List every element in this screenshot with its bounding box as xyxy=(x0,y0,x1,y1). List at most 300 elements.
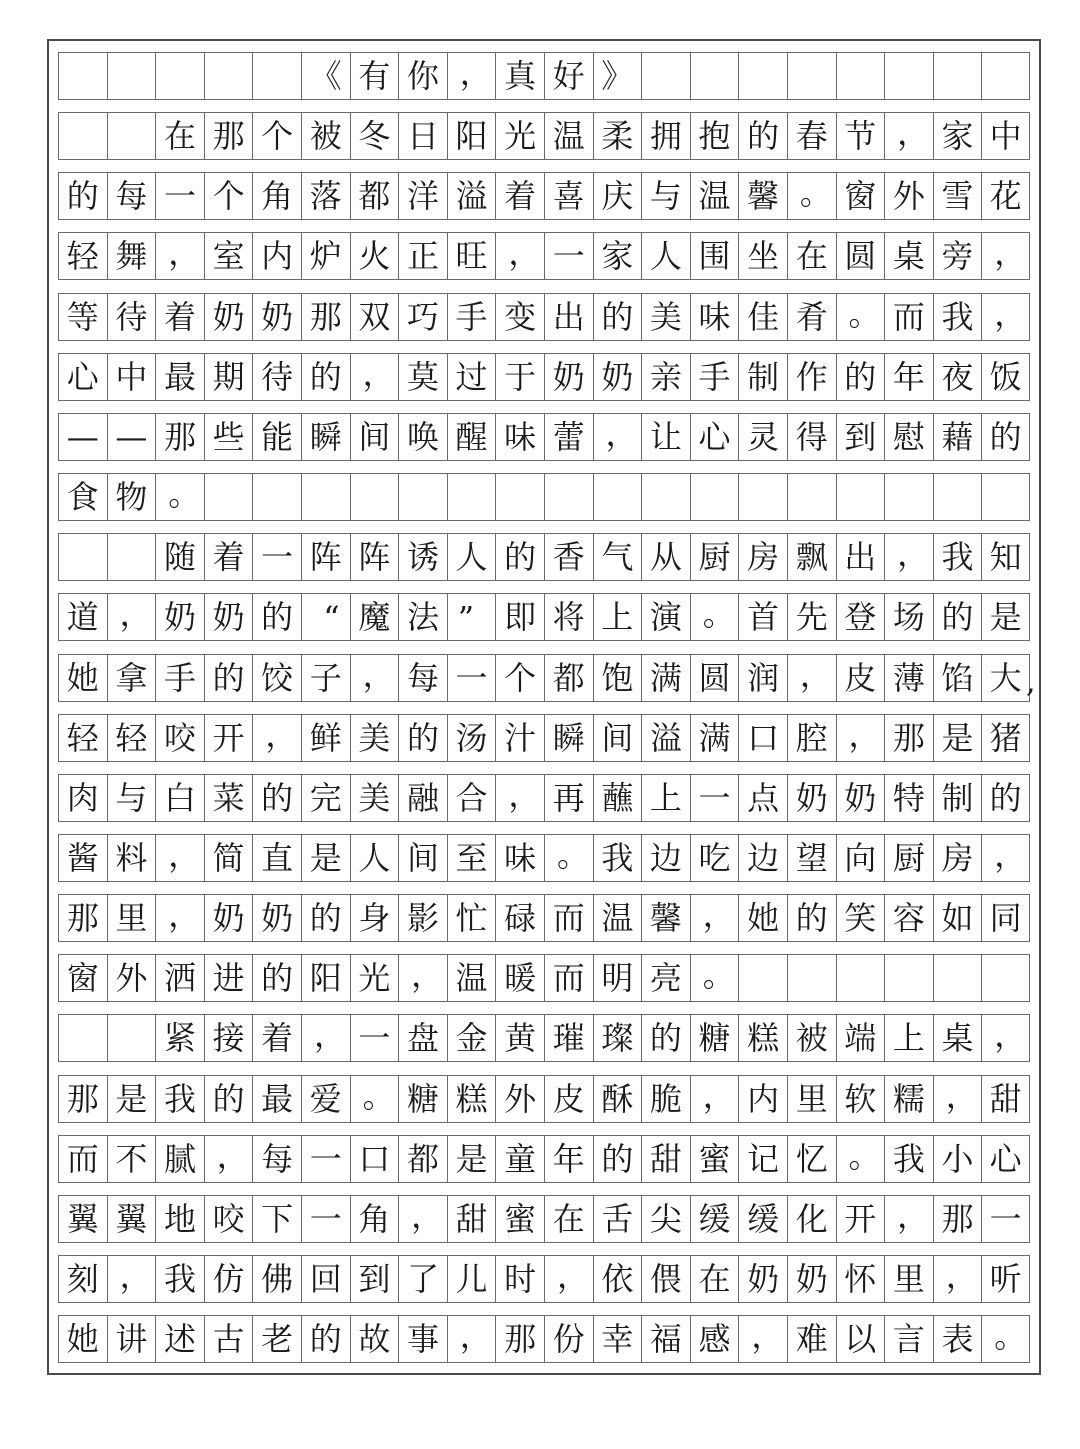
grid-cell xyxy=(933,954,982,1002)
grid-cell: ， xyxy=(447,52,496,100)
grid-cell: ， xyxy=(398,954,447,1002)
grid-cell: 感 xyxy=(690,1315,739,1363)
text-row xyxy=(58,112,1030,160)
grid-cell: 慰 xyxy=(884,413,933,461)
grid-cell: 一 xyxy=(690,774,739,822)
grid-cell: 依 xyxy=(593,1255,642,1303)
grid-cell: 直 xyxy=(252,834,301,882)
grid-cell: 到 xyxy=(350,1255,399,1303)
grid-cell: 外 xyxy=(107,954,156,1002)
grid-cell: 容 xyxy=(884,894,933,942)
grid-cell xyxy=(690,52,739,100)
grid-cell: 糯 xyxy=(884,1075,933,1123)
grid-cell: 肉 xyxy=(58,774,107,822)
grid-cell xyxy=(204,52,253,100)
grid-cell: 酥 xyxy=(593,1075,642,1123)
grid-cell: 一 xyxy=(155,172,204,220)
grid-cell: 如 xyxy=(933,894,982,942)
grid-cell: 的 xyxy=(787,894,836,942)
grid-cell: 温 xyxy=(690,172,739,220)
grid-cell: 出 xyxy=(544,293,593,341)
overflow-comma: , xyxy=(1026,665,1036,700)
grid-cell: 飘 xyxy=(787,533,836,581)
grid-cell: 肴 xyxy=(787,293,836,341)
grid-cell: 鲜 xyxy=(301,714,350,762)
grid-cell: 璀 xyxy=(544,1014,593,1062)
grid-cell: 物 xyxy=(107,473,156,521)
grid-cell: 奶 xyxy=(252,894,301,942)
grid-cell: 猪 xyxy=(981,714,1030,762)
grid-cell: 温 xyxy=(447,954,496,1002)
grid-cell: ， xyxy=(738,1315,787,1363)
grid-cell: 口 xyxy=(350,1135,399,1183)
grid-cell xyxy=(836,954,885,1002)
text-row xyxy=(58,1195,1030,1243)
grid-cell: 的 xyxy=(252,954,301,1002)
grid-cell: 拥 xyxy=(641,112,690,160)
grid-cell: 于 xyxy=(495,353,544,401)
text-row xyxy=(58,834,1030,882)
grid-cell: 着 xyxy=(252,1014,301,1062)
grid-cell: 家 xyxy=(933,112,982,160)
grid-cell xyxy=(58,52,107,100)
grid-cell: 随 xyxy=(155,533,204,581)
grid-cell: 着 xyxy=(495,172,544,220)
grid-cell: 房 xyxy=(933,834,982,882)
grid-cell: 汁 xyxy=(495,714,544,762)
grid-cell: 满 xyxy=(690,714,739,762)
grid-cell: 古 xyxy=(204,1315,253,1363)
grid-cell: 溢 xyxy=(641,714,690,762)
grid-cell: 缓 xyxy=(690,1195,739,1243)
grid-cell: 馨 xyxy=(641,894,690,942)
grid-cell: 手 xyxy=(447,293,496,341)
grid-cell: 人 xyxy=(447,533,496,581)
text-row xyxy=(58,1255,1030,1303)
grid-cell: 醒 xyxy=(447,413,496,461)
grid-cell: 皮 xyxy=(544,1075,593,1123)
grid-cell: 个 xyxy=(495,654,544,702)
grid-cell: 厨 xyxy=(884,834,933,882)
grid-cell: 。 xyxy=(690,954,739,1002)
grid-cell: 皮 xyxy=(836,654,885,702)
grid-cell: 缓 xyxy=(738,1195,787,1243)
grid-cell: 福 xyxy=(641,1315,690,1363)
grid-cell xyxy=(447,473,496,521)
grid-cell: 的 xyxy=(301,894,350,942)
grid-cell: 场 xyxy=(884,593,933,641)
grid-cell: 不 xyxy=(107,1135,156,1183)
grid-cell: 能 xyxy=(252,413,301,461)
grid-cell: 奶 xyxy=(204,593,253,641)
grid-cell: 光 xyxy=(495,112,544,160)
grid-cell: 魔 xyxy=(350,593,399,641)
grid-cell: 庆 xyxy=(593,172,642,220)
grid-cell: 的 xyxy=(204,1075,253,1123)
grid-cell: 在 xyxy=(787,232,836,280)
grid-cell: 间 xyxy=(350,413,399,461)
grid-cell: 而 xyxy=(544,954,593,1002)
grid-cell: 端 xyxy=(836,1014,885,1062)
grid-cell: 一 xyxy=(447,654,496,702)
grid-cell: 上 xyxy=(593,593,642,641)
grid-cell: 节 xyxy=(836,112,885,160)
grid-cell: 瞬 xyxy=(301,413,350,461)
grid-cell: 制 xyxy=(738,353,787,401)
grid-cell: 我 xyxy=(933,293,982,341)
grid-cell: 抱 xyxy=(690,112,739,160)
grid-cell: 身 xyxy=(350,894,399,942)
grid-cell: 完 xyxy=(301,774,350,822)
grid-cell: 圆 xyxy=(690,654,739,702)
grid-cell: 紧 xyxy=(155,1014,204,1062)
grid-cell: 坐 xyxy=(738,232,787,280)
grid-cell: 偎 xyxy=(641,1255,690,1303)
grid-cell: 尖 xyxy=(641,1195,690,1243)
grid-cell: 味 xyxy=(495,834,544,882)
grid-cell: 有 xyxy=(350,52,399,100)
grid-cell: ， xyxy=(350,654,399,702)
grid-cell: 那 xyxy=(301,293,350,341)
grid-cell: 难 xyxy=(787,1315,836,1363)
grid-cell: 一 xyxy=(252,533,301,581)
grid-cell: 。 xyxy=(544,834,593,882)
grid-cell: 大 xyxy=(981,654,1030,702)
grid-cell: 冬 xyxy=(350,112,399,160)
grid-cell: 薄 xyxy=(884,654,933,702)
grid-cell: 黄 xyxy=(495,1014,544,1062)
grid-cell: 奶 xyxy=(204,894,253,942)
grid-cell: 糕 xyxy=(738,1014,787,1062)
grid-cell: 料 xyxy=(107,834,156,882)
grid-cell xyxy=(58,112,107,160)
grid-cell: 是 xyxy=(301,834,350,882)
grid-cell: 至 xyxy=(447,834,496,882)
grid-cell: 糕 xyxy=(447,1075,496,1123)
grid-cell: 巧 xyxy=(398,293,447,341)
grid-cell: 那 xyxy=(155,413,204,461)
grid-cell: 忆 xyxy=(787,1135,836,1183)
grid-cell: 合 xyxy=(447,774,496,822)
grid-cell: 特 xyxy=(884,774,933,822)
grid-cell: 每 xyxy=(107,172,156,220)
grid-cell: 得 xyxy=(787,413,836,461)
grid-cell: 蘸 xyxy=(593,774,642,822)
grid-cell: 知 xyxy=(981,533,1030,581)
grid-cell: 一 xyxy=(350,1014,399,1062)
grid-cell xyxy=(884,473,933,521)
grid-cell: ， xyxy=(155,232,204,280)
grid-cell: 时 xyxy=(495,1255,544,1303)
grid-cell: 都 xyxy=(398,1135,447,1183)
grid-cell: 首 xyxy=(738,593,787,641)
grid-cell xyxy=(738,473,787,521)
grid-cell: 奶 xyxy=(544,353,593,401)
grid-cell: 家 xyxy=(593,232,642,280)
grid-cell: 的 xyxy=(252,593,301,641)
grid-cell: 阳 xyxy=(301,954,350,1002)
grid-cell: 。 xyxy=(787,172,836,220)
grid-cell: 到 xyxy=(836,413,885,461)
grid-cell: ， xyxy=(884,112,933,160)
grid-cell: 美 xyxy=(350,774,399,822)
grid-cell: 桌 xyxy=(933,1014,982,1062)
grid-cell: 儿 xyxy=(447,1255,496,1303)
grid-cell: 那 xyxy=(58,894,107,942)
grid-cell: ， xyxy=(544,1255,593,1303)
text-row xyxy=(58,593,1030,641)
grid-cell: 。 xyxy=(836,293,885,341)
text-row xyxy=(58,1135,1030,1183)
grid-cell: 你 xyxy=(398,52,447,100)
grid-cell: 蜜 xyxy=(690,1135,739,1183)
grid-cell: 点 xyxy=(738,774,787,822)
grid-cell: 腻 xyxy=(155,1135,204,1183)
grid-cell: 我 xyxy=(155,1255,204,1303)
grid-cell: 内 xyxy=(738,1075,787,1123)
grid-cell: 轻 xyxy=(107,714,156,762)
grid-cell: 。 xyxy=(836,1135,885,1183)
grid-cell: 在 xyxy=(155,112,204,160)
grid-cell: 奶 xyxy=(787,1255,836,1303)
grid-cell xyxy=(836,52,885,100)
grid-cell: 过 xyxy=(447,353,496,401)
grid-cell: — xyxy=(107,413,156,461)
grid-cell: 演 xyxy=(641,593,690,641)
grid-cell: 甜 xyxy=(641,1135,690,1183)
grid-cell: 登 xyxy=(836,593,885,641)
grid-cell: 是 xyxy=(447,1135,496,1183)
grid-cell: 忙 xyxy=(447,894,496,942)
grid-cell: 。 xyxy=(155,473,204,521)
grid-cell: “ xyxy=(301,593,350,641)
grid-cell: 间 xyxy=(593,714,642,762)
grid-cell: 内 xyxy=(252,232,301,280)
grid-cell: 言 xyxy=(884,1315,933,1363)
grid-cell: 进 xyxy=(204,954,253,1002)
grid-cell: 藉 xyxy=(933,413,982,461)
grid-cell: 。 xyxy=(981,1315,1030,1363)
grid-cell: 》 xyxy=(593,52,642,100)
grid-cell xyxy=(107,112,156,160)
grid-cell: 阳 xyxy=(447,112,496,160)
grid-cell: 年 xyxy=(544,1135,593,1183)
grid-cell: 间 xyxy=(398,834,447,882)
grid-cell: ， xyxy=(398,1195,447,1243)
grid-cell: 轻 xyxy=(58,714,107,762)
grid-cell: 份 xyxy=(544,1315,593,1363)
grid-cell: 幸 xyxy=(593,1315,642,1363)
grid-cell: 以 xyxy=(836,1315,885,1363)
grid-cell: 糖 xyxy=(398,1075,447,1123)
grid-cell: 记 xyxy=(738,1135,787,1183)
grid-cell: 一 xyxy=(301,1135,350,1183)
grid-cell: 暖 xyxy=(495,954,544,1002)
grid-cell: 再 xyxy=(544,774,593,822)
grid-cell: 我 xyxy=(933,533,982,581)
grid-cell: 炉 xyxy=(301,232,350,280)
grid-cell: — xyxy=(58,413,107,461)
grid-cell: 翼 xyxy=(58,1195,107,1243)
grid-cell: 手 xyxy=(690,353,739,401)
grid-cell: ， xyxy=(690,894,739,942)
grid-cell: 仿 xyxy=(204,1255,253,1303)
grid-cell xyxy=(350,473,399,521)
grid-cell: 。 xyxy=(350,1075,399,1123)
grid-cell: 最 xyxy=(252,1075,301,1123)
grid-cell: 怀 xyxy=(836,1255,885,1303)
grid-cell: 边 xyxy=(641,834,690,882)
grid-cell: ， xyxy=(981,293,1030,341)
grid-cell: 吃 xyxy=(690,834,739,882)
grid-cell: 拿 xyxy=(107,654,156,702)
grid-cell: 里 xyxy=(884,1255,933,1303)
text-row xyxy=(58,1315,1030,1363)
grid-cell: 向 xyxy=(836,834,885,882)
grid-cell: 述 xyxy=(155,1315,204,1363)
grid-cell: 佳 xyxy=(738,293,787,341)
grid-cell: 刻 xyxy=(58,1255,107,1303)
grid-cell: 我 xyxy=(884,1135,933,1183)
grid-cell: 甜 xyxy=(447,1195,496,1243)
grid-cell: 的 xyxy=(301,353,350,401)
grid-cell: 瞬 xyxy=(544,714,593,762)
grid-cell: 下 xyxy=(252,1195,301,1243)
grid-cell xyxy=(107,533,156,581)
grid-cell: 她 xyxy=(58,1315,107,1363)
text-row xyxy=(58,894,1030,942)
grid-cell: 出 xyxy=(836,533,885,581)
grid-cell: 待 xyxy=(252,353,301,401)
grid-cell: 子 xyxy=(301,654,350,702)
grid-cell xyxy=(787,473,836,521)
grid-cell: 诱 xyxy=(398,533,447,581)
grid-cell: 上 xyxy=(641,774,690,822)
grid-cell: ， xyxy=(107,1255,156,1303)
grid-cell: 法 xyxy=(398,593,447,641)
grid-cell: 的 xyxy=(593,1135,642,1183)
grid-cell: 奶 xyxy=(204,293,253,341)
grid-cell: 她 xyxy=(58,654,107,702)
text-row xyxy=(58,413,1030,461)
grid-cell: 心 xyxy=(981,1135,1030,1183)
grid-cell: 个 xyxy=(252,112,301,160)
grid-cell: 美 xyxy=(641,293,690,341)
grid-cell: 白 xyxy=(155,774,204,822)
grid-cell: 的 xyxy=(495,533,544,581)
grid-cell: 同 xyxy=(981,894,1030,942)
grid-cell: 窗 xyxy=(836,172,885,220)
grid-cell: 好 xyxy=(544,52,593,100)
grid-cell: ， xyxy=(204,1135,253,1183)
grid-cell: 香 xyxy=(544,533,593,581)
grid-cell: 心 xyxy=(690,413,739,461)
grid-cell: 碌 xyxy=(495,894,544,942)
grid-cell: 事 xyxy=(398,1315,447,1363)
grid-cell: 等 xyxy=(58,293,107,341)
grid-cell xyxy=(690,473,739,521)
grid-cell: 讲 xyxy=(107,1315,156,1363)
grid-cell: 里 xyxy=(787,1075,836,1123)
grid-cell: 的 xyxy=(738,112,787,160)
grid-cell: 与 xyxy=(641,172,690,220)
grid-cell: 饭 xyxy=(981,353,1030,401)
grid-cell xyxy=(107,52,156,100)
grid-cell: 金 xyxy=(447,1014,496,1062)
grid-cell: 饱 xyxy=(593,654,642,702)
text-row xyxy=(58,293,1030,341)
grid-cell: 光 xyxy=(350,954,399,1002)
grid-cell: 角 xyxy=(252,172,301,220)
grid-cell xyxy=(593,473,642,521)
grid-cell xyxy=(58,1014,107,1062)
grid-cell: 先 xyxy=(787,593,836,641)
grid-cell: 是 xyxy=(933,714,982,762)
grid-cell xyxy=(544,473,593,521)
grid-cell: 明 xyxy=(593,954,642,1002)
grid-cell: 。 xyxy=(690,593,739,641)
text-row xyxy=(58,172,1030,220)
text-row xyxy=(58,714,1030,762)
grid-cell: 的 xyxy=(641,1014,690,1062)
grid-cell: 都 xyxy=(544,654,593,702)
grid-cell: 那 xyxy=(884,714,933,762)
grid-cell: 舌 xyxy=(593,1195,642,1243)
grid-cell: 的 xyxy=(593,293,642,341)
grid-cell: 手 xyxy=(155,654,204,702)
grid-cell: 年 xyxy=(884,353,933,401)
text-row xyxy=(58,473,1030,521)
grid-cell: 火 xyxy=(350,232,399,280)
grid-cell: 待 xyxy=(107,293,156,341)
grid-cell: 软 xyxy=(836,1075,885,1123)
grid-cell: 柔 xyxy=(593,112,642,160)
grid-cell: 我 xyxy=(593,834,642,882)
grid-cell: 气 xyxy=(593,533,642,581)
text-row xyxy=(58,654,1030,702)
grid-cell: ， xyxy=(836,714,885,762)
grid-cell: 的 xyxy=(301,1315,350,1363)
grid-cell: 奶 xyxy=(155,593,204,641)
grid-cell xyxy=(981,473,1030,521)
grid-cell: 旁 xyxy=(933,232,982,280)
grid-cell: 一 xyxy=(544,232,593,280)
grid-cell: ， xyxy=(981,1014,1030,1062)
grid-cell: 春 xyxy=(787,112,836,160)
grid-cell: 的 xyxy=(398,714,447,762)
grid-cell: 《 xyxy=(301,52,350,100)
grid-cell: ， xyxy=(981,834,1030,882)
text-row xyxy=(58,232,1030,280)
grid-cell: 真 xyxy=(495,52,544,100)
grid-cell xyxy=(738,954,787,1002)
grid-cell: 心 xyxy=(58,353,107,401)
grid-cell: 圆 xyxy=(836,232,885,280)
grid-cell xyxy=(252,52,301,100)
text-row xyxy=(58,774,1030,822)
grid-cell: 望 xyxy=(787,834,836,882)
grid-cell: 味 xyxy=(690,293,739,341)
grid-cell: 表 xyxy=(933,1315,982,1363)
grid-cell xyxy=(641,473,690,521)
grid-cell xyxy=(252,473,301,521)
grid-cell: 食 xyxy=(58,473,107,521)
grid-cell: 制 xyxy=(933,774,982,822)
grid-cell: 汤 xyxy=(447,714,496,762)
grid-cell: 润 xyxy=(738,654,787,702)
grid-cell: ， xyxy=(350,353,399,401)
grid-cell: 老 xyxy=(252,1315,301,1363)
